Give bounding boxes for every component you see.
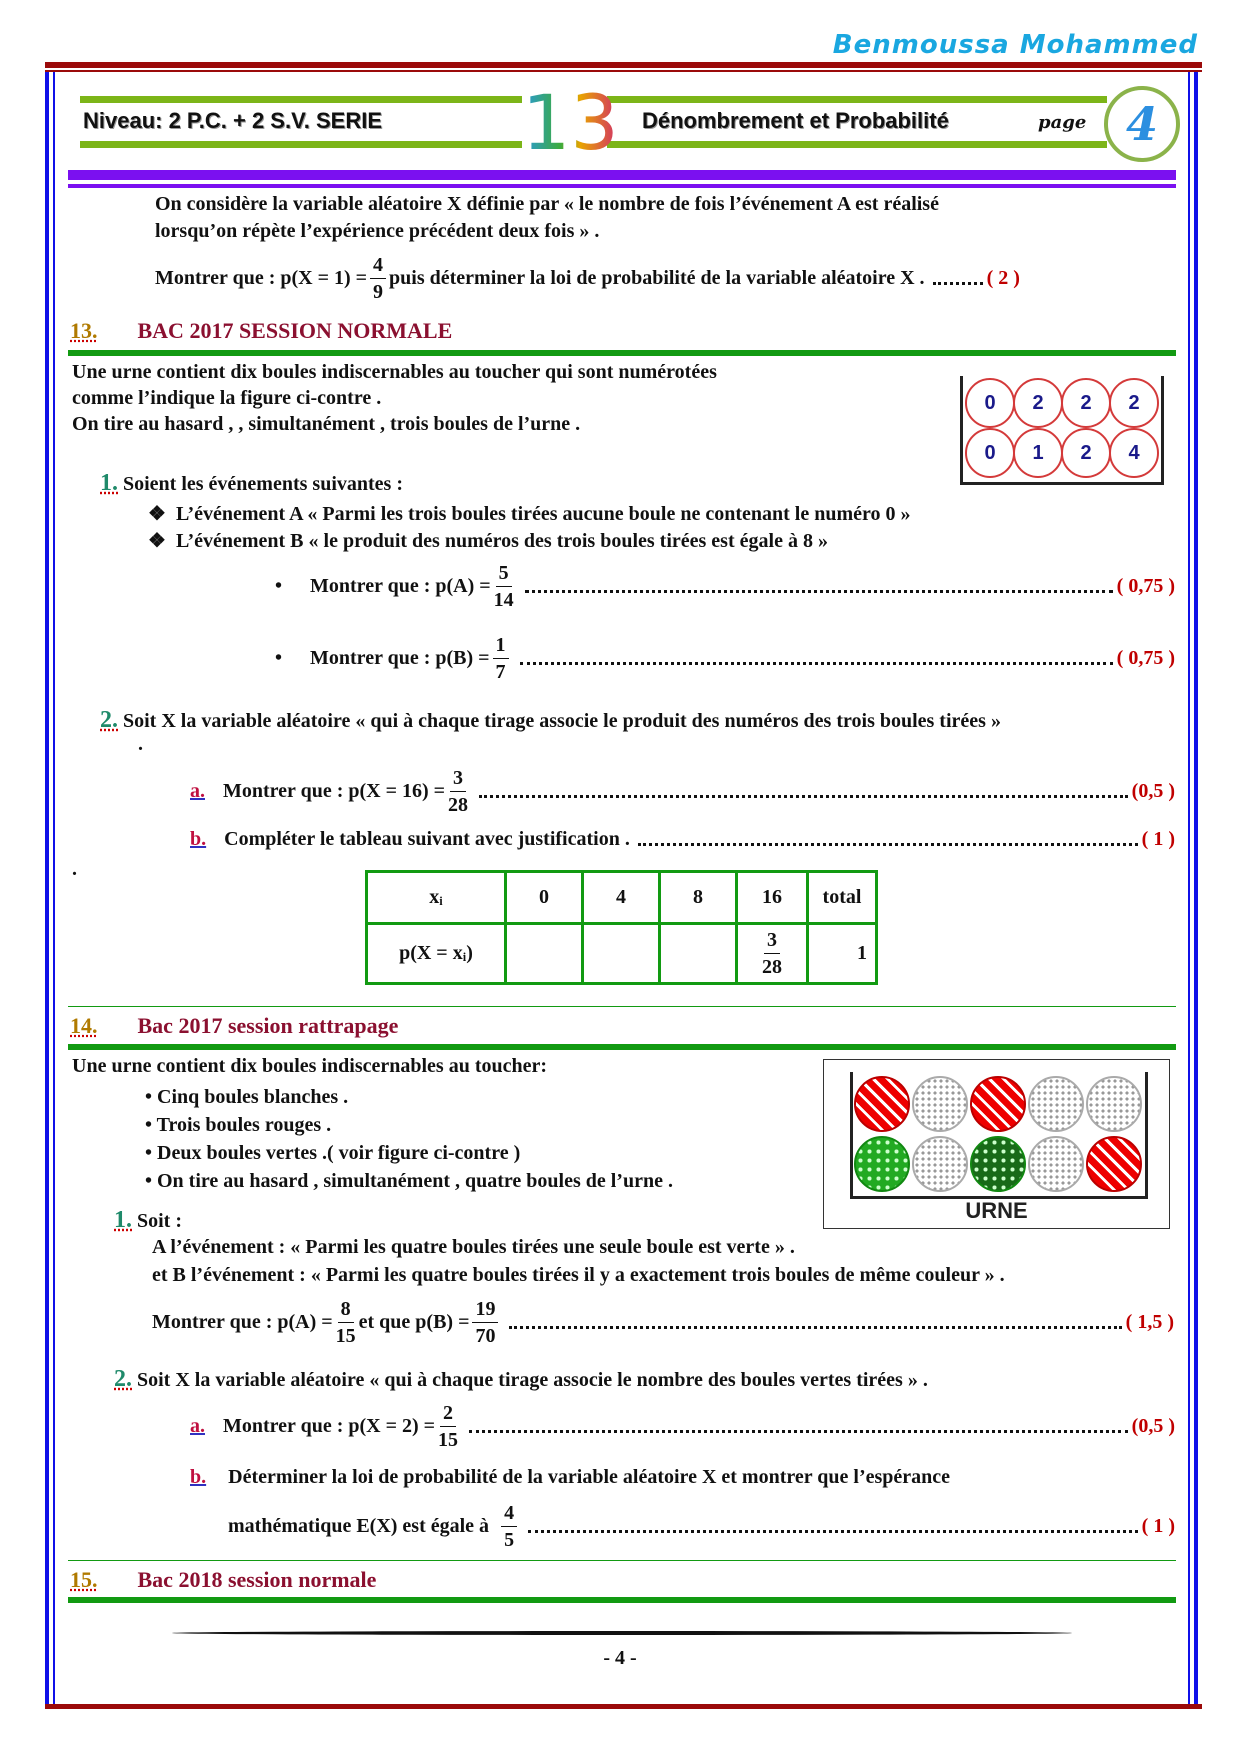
urn-colored-balls-figure: [823, 1059, 1170, 1229]
fraction: [493, 632, 509, 685]
purple-bar: [68, 170, 1176, 180]
ball: 1: [1013, 428, 1063, 478]
section-divider: [68, 1044, 1176, 1050]
page-label: page: [1038, 112, 1087, 133]
intro-text: lorsqu’on répète l’expérience précédent deux fois » .: [155, 220, 600, 242]
bottom-divider: [45, 1704, 1202, 1709]
table-cell: 1: [808, 924, 877, 984]
question-1: [100, 470, 403, 497]
fraction: [762, 927, 782, 980]
denominator: 28: [762, 956, 782, 978]
dot-leader: [525, 576, 1113, 593]
event-text: L’événement A « Parmi les trois boules tirées aucune boule ne contenant le numéro 0 »: [175, 503, 911, 525]
question-text: puis déterminer la loi de probabilité de la variable aléatoire X .: [389, 267, 925, 289]
table-cell: 0: [506, 872, 583, 924]
table-cell: [660, 924, 737, 984]
score: ( 1,5 ): [1125, 1311, 1174, 1333]
ball: 2: [1013, 378, 1063, 428]
table-cell: [583, 924, 660, 984]
denominator: 15: [335, 1325, 356, 1347]
table-cell: 8: [660, 872, 737, 924]
math-expr: Montrer que : p(A) =: [152, 1311, 333, 1333]
denominator: 14: [493, 589, 514, 611]
question-number: 1.: [100, 470, 118, 496]
ball: 0: [965, 428, 1015, 478]
denominator: 28: [448, 794, 469, 816]
serie-number: 13: [522, 78, 619, 167]
intro-text: On considère la variable aléatoire X définie par « le nombre de fois l’événement A est réalisé: [155, 193, 939, 215]
question-number: 2.: [100, 707, 118, 733]
table-header: xᵢ: [367, 872, 506, 924]
white-ball: [912, 1136, 968, 1192]
question-2b: [190, 1466, 950, 1489]
white-ball: [1086, 1076, 1142, 1132]
math-expr: Montrer que : p(X = 1) =: [155, 267, 368, 289]
fraction: [494, 560, 514, 613]
header-line: [607, 96, 1107, 103]
table-cell: 4: [583, 872, 660, 924]
question-text: Soit X la variable aléatoire « qui à chaque tirage associe le produit des numéros des trois boules tirées »: [123, 710, 1001, 732]
table-cell: [737, 924, 808, 984]
footer-line: [172, 1631, 1072, 1635]
section-divider: [68, 350, 1176, 356]
fraction: [472, 1296, 498, 1349]
question-text: Compléter le tableau suivant avec justification .: [224, 828, 630, 850]
chapter-title: Dénombrement et Probabilité: [642, 108, 949, 133]
table-header: p(X = xᵢ): [367, 924, 506, 984]
question-text: Déterminer la loi de probabilité de la variable aléatoire X et montrer que l’espérance: [228, 1466, 951, 1488]
divider: [68, 1006, 1176, 1007]
table-cell: 16: [737, 872, 808, 924]
right-border: [1194, 72, 1198, 1704]
page-number-badge: 4: [1104, 86, 1180, 162]
section-14-heading: [70, 1013, 398, 1039]
ball: 2: [1061, 428, 1111, 478]
green-ball: [970, 1136, 1026, 1192]
list-item: • Trois boules rouges .: [145, 1114, 332, 1136]
question-2: [114, 1366, 928, 1393]
top-divider: [45, 62, 1202, 68]
question-2b: [190, 828, 1175, 851]
numerator: 5: [496, 560, 512, 587]
subquestion-label: b.: [190, 1466, 207, 1488]
dot-leader: [509, 1312, 1121, 1329]
section-number: 14.: [70, 1013, 98, 1038]
numerator: 19: [472, 1296, 498, 1323]
probability-table: [365, 870, 878, 985]
question-1: [114, 1207, 182, 1234]
subquestion-label: a.: [190, 1415, 205, 1437]
question-text: Soit X la variable aléatoire « qui à chaque tirage associe le nombre des boules vertes tirées » .: [137, 1369, 928, 1391]
math-expr: Montrer que : p(B) =: [310, 647, 490, 669]
score: ( 1 ): [1141, 1515, 1175, 1537]
score: ( 2 ): [986, 267, 1020, 289]
event-text: A l’événement : « Parmi les quatre boules tirées une seule boule est verte » .: [152, 1236, 795, 1258]
numerator: 2: [440, 1400, 456, 1427]
dot-leader: [528, 1516, 1138, 1533]
dot-leader: [520, 648, 1113, 665]
event-b: [148, 528, 828, 553]
dot-leader: [638, 829, 1138, 846]
divider: [68, 1560, 1176, 1561]
event-a: [148, 501, 911, 526]
math-expr: Montrer que : p(A) =: [310, 575, 491, 597]
section-15-heading: [70, 1567, 376, 1593]
question-pa: [275, 560, 1175, 613]
section-title: BAC 2017 SESSION NORMALE: [137, 318, 453, 343]
math-expr: et que p(B) =: [358, 1311, 470, 1333]
fraction: [370, 252, 386, 305]
ball: 0: [965, 378, 1015, 428]
section-divider: [68, 1597, 1176, 1603]
ex13-text: On tire au hasard , , simultanément , trois boules de l’urne .: [72, 413, 581, 435]
score: (0,5 ): [1131, 780, 1175, 802]
event-text: L’événement B « le produit des numéros des trois boules tirées est égale à 8 »: [175, 530, 828, 552]
section-13-heading: [70, 318, 452, 344]
denominator: 9: [373, 281, 384, 303]
question-2a: [190, 765, 1175, 818]
red-ball: [854, 1076, 910, 1132]
numerator: 3: [450, 765, 466, 792]
header-line: [80, 141, 522, 148]
right-border-inner: [1188, 72, 1190, 1704]
score: ( 0,75 ): [1116, 575, 1175, 597]
page-number: - 4 -: [603, 1647, 637, 1669]
dot-leader: [933, 268, 983, 285]
red-ball: [1086, 1136, 1142, 1192]
numerator: 8: [338, 1296, 354, 1323]
question-2a: [190, 1400, 1175, 1453]
bullet-icon: •: [275, 647, 283, 669]
table-row: [367, 924, 877, 984]
table-row: [367, 872, 877, 924]
header-line: [80, 96, 522, 103]
list-item: • Deux boules vertes .( voir figure ci-contre ): [145, 1142, 521, 1164]
event-text: et B l’événement : « Parmi les quatre boules tirées il y a exactement trois boules de même couleur » .: [152, 1264, 1005, 1286]
dot-leader: [479, 781, 1128, 798]
white-ball: [912, 1076, 968, 1132]
intro-question: [155, 252, 1165, 305]
table-cell: total: [808, 872, 877, 924]
subquestion-label: a.: [190, 780, 205, 802]
ball: 2: [1061, 378, 1111, 428]
math-expr: Montrer que : p(X = 16) =: [223, 780, 446, 802]
purple-bar-thin: [68, 184, 1176, 188]
urn-numbered-balls-figure: [960, 376, 1164, 485]
math-expr: Montrer que : p(X = 2) =: [223, 1415, 436, 1437]
section-number: 13.: [70, 318, 98, 343]
top-divider-thin: [45, 70, 1202, 72]
numerator: 4: [370, 252, 386, 279]
question-pb: [275, 632, 1175, 685]
ball: 4: [1109, 428, 1159, 478]
denominator: 7: [495, 661, 506, 683]
question-number: 1.: [114, 1207, 132, 1233]
table-cell: [506, 924, 583, 984]
question-pa-pb: [152, 1296, 1174, 1349]
stray-dot: .: [72, 858, 77, 880]
fraction: [438, 1400, 458, 1453]
numerator: 4: [501, 1500, 517, 1527]
header-line: [607, 141, 1107, 148]
fraction: [501, 1500, 517, 1553]
denominator: 70: [475, 1325, 496, 1347]
section-title: Bac 2017 session rattrapage: [137, 1013, 399, 1038]
denominator: 5: [504, 1529, 515, 1551]
green-ball: [854, 1136, 910, 1192]
question-number: 2.: [114, 1366, 132, 1392]
bullet-icon: •: [275, 575, 283, 597]
numerator: 3: [764, 927, 780, 954]
level-label: Niveau: 2 P.C. + 2 S.V. SERIE: [83, 108, 382, 133]
ex13-text: comme l’indique la figure ci-contre .: [72, 387, 382, 409]
stray-dot: .: [138, 733, 143, 755]
left-border: [45, 72, 49, 1704]
question-text: mathématique E(X) est égale à: [228, 1515, 490, 1537]
left-border-inner: [53, 72, 55, 1704]
list-item: • On tire au hasard , simultanément , quatre boules de l’urne .: [145, 1170, 673, 1192]
diamond-bullet-icon: ❖: [148, 530, 166, 552]
section-title: Bac 2018 session normale: [137, 1567, 377, 1592]
author-name: Benmoussa Mohammed: [832, 30, 1198, 60]
red-ball: [970, 1076, 1026, 1132]
question-text: Soit :: [137, 1210, 182, 1232]
ex13-text: Une urne contient dix boules indiscernables au toucher qui sont numérotées: [72, 361, 717, 383]
ex14-text: Une urne contient dix boules indiscernables au toucher:: [72, 1055, 548, 1077]
subquestion-label: b.: [190, 828, 207, 850]
fraction: [448, 765, 468, 818]
score: ( 1 ): [1141, 828, 1175, 850]
numerator: 1: [493, 632, 509, 659]
score: ( 0,75 ): [1116, 647, 1175, 669]
question-2b-cont: [228, 1500, 1175, 1553]
white-ball: [1028, 1136, 1084, 1192]
question-2: [100, 707, 1001, 734]
diamond-bullet-icon: ❖: [148, 503, 166, 525]
urn-label: URNE: [965, 1198, 1028, 1223]
white-ball: [1028, 1076, 1084, 1132]
score: (0,5 ): [1131, 1415, 1175, 1437]
denominator: 15: [438, 1429, 459, 1451]
fraction: [336, 1296, 356, 1349]
section-number: 15.: [70, 1567, 98, 1592]
ball: 2: [1109, 378, 1159, 428]
question-text: Soient les événements suivantes :: [123, 473, 403, 495]
list-item: • Cinq boules blanches .: [145, 1086, 349, 1108]
dot-leader: [469, 1416, 1128, 1433]
